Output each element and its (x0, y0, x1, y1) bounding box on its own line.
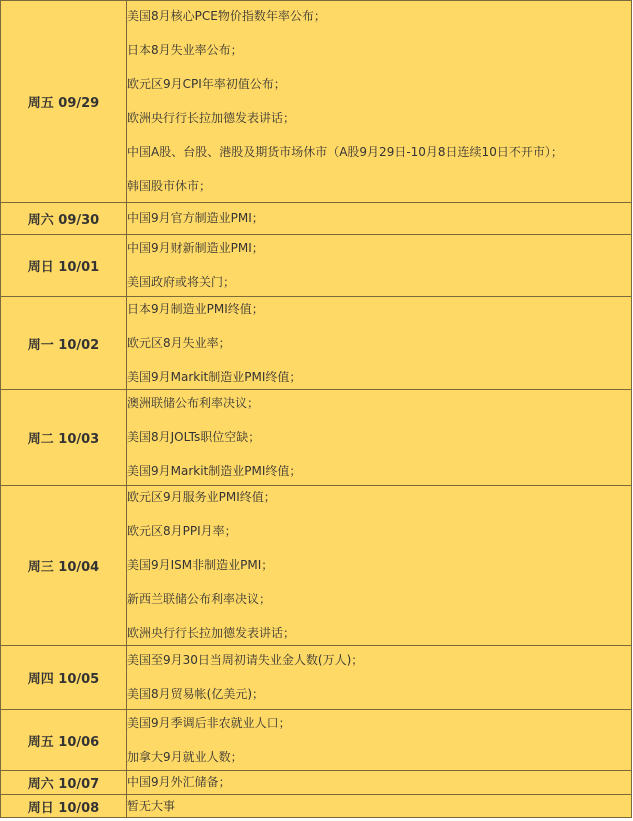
day-label: 周日 10/01 (1, 235, 127, 297)
events-cell (127, 1, 632, 203)
calendar-row (1, 771, 632, 795)
calendar-row (1, 390, 632, 486)
event-item: 加拿大9月就业人数； (127, 749, 243, 764)
day-label: 周五 09/29 (1, 1, 127, 203)
event-item: 暂无大事 (127, 798, 176, 813)
event-item: 中国A股、台股、港股及期货市场休市（A股9月29日-10月8日连续10日不开市）； (127, 145, 563, 159)
events-cell (127, 646, 632, 710)
event-item: 日本8月失业率公布； (127, 43, 243, 57)
event-item: 欧洲央行行长拉加德发表讲话； (127, 111, 296, 125)
event-item: 日本9月制造业PMI终值； (127, 301, 264, 316)
events-cell (127, 390, 632, 486)
event-item: 美国8月JOLTs职位空缺； (127, 430, 261, 444)
event-item: 美国9月Markit制造业PMI终值； (127, 464, 302, 478)
calendar-row (1, 646, 632, 710)
day-label: 周三 10/04 (1, 486, 127, 646)
calendar-row (1, 235, 632, 297)
day-label: 周二 10/03 (1, 390, 127, 486)
event-item: 欧洲央行行长拉加德发表讲话； (127, 626, 296, 640)
event-item: 美国9月ISM非制造业PMI； (127, 558, 274, 572)
event-item: 美国9月Markit制造业PMI终值； (127, 369, 302, 384)
day-label: 周六 10/07 (1, 771, 127, 795)
event-item: 欧元区8月失业率； (127, 335, 231, 350)
calendar-row (1, 297, 632, 390)
events-cell (127, 203, 632, 235)
events-cell (127, 486, 632, 646)
events-cell (127, 795, 632, 818)
event-item: 美国8月核心PCE物价指数年率公布； (127, 9, 326, 23)
event-item: 欧元区9月CPI年率初值公布； (127, 77, 286, 91)
events-cell (127, 710, 632, 771)
events-cell (127, 235, 632, 297)
event-item: 中国9月官方制造业PMI； (127, 211, 264, 225)
event-item: 中国9月外汇储备； (127, 775, 231, 789)
calendar-row (1, 486, 632, 646)
event-item: 欧元区8月PPI月率； (127, 524, 237, 538)
day-label: 周日 10/08 (1, 795, 127, 818)
events-cell (127, 297, 632, 390)
event-item: 澳洲联储公布利率决议； (127, 396, 260, 410)
event-item: 美国8月贸易帐(亿美元)； (127, 687, 264, 701)
day-label: 周六 09/30 (1, 203, 127, 235)
event-item: 韩国股市休市； (127, 179, 212, 193)
day-label: 周五 10/06 (1, 710, 127, 771)
event-item: 新西兰联储公布利率决议； (127, 592, 272, 606)
event-item: 美国政府或将关门； (127, 275, 236, 289)
day-label: 周四 10/05 (1, 646, 127, 710)
event-item: 欧元区9月服务业PMI终值； (127, 490, 276, 504)
calendar-row (1, 203, 632, 235)
event-item: 中国9月财新制造业PMI； (127, 241, 264, 255)
calendar-row (1, 795, 632, 818)
day-label: 周一 10/02 (1, 297, 127, 390)
calendar-row (1, 710, 632, 771)
events-cell (127, 771, 632, 795)
event-item: 美国9月季调后非农就业人口； (127, 715, 291, 730)
calendar-row (1, 1, 632, 203)
event-item: 美国至9月30日当周初请失业金人数(万人)； (127, 653, 364, 667)
